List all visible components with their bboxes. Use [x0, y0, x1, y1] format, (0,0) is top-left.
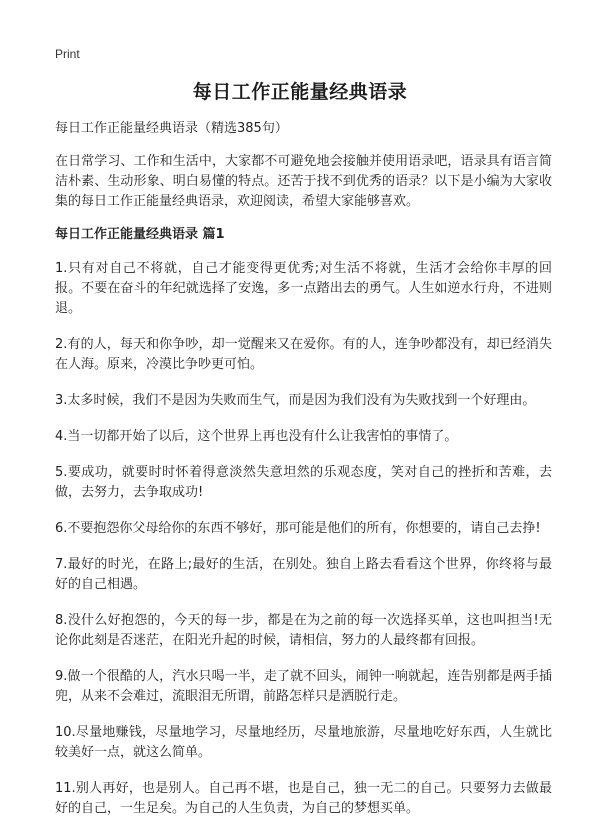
- article-body: [55, 119, 552, 835]
- article-subtitle: 每日工作正能量经典语录（精选385句）: [55, 121, 288, 136]
- quote-item: 1.只有对自己不将就，自己才能变得更优秀;对生活不将就，生活才会给你丰厚的回报。不要在奋斗的年纪就选择了安逸，多一点踏出去的勇气。人生如逆水行舟，不进则退。: [55, 261, 552, 316]
- quote-list: [55, 259, 552, 819]
- quote-item: 8.没什么好抱怨的，今天的每一步，都是在为之前的每一次选择买单，这也叫担当!无论你此刻是否迷茫，在阳光升起的时候，请相信，努力的人最终都有回报。: [55, 613, 552, 648]
- quote-item: 2.有的人，每天和你争吵，却一觉醒来又在爱你。有的人，连争吵都没有，却已经消失在人海。原来，冷漠比争吵更可怕。: [55, 337, 552, 372]
- intro-paragraph: 在日常学习、工作和生活中，大家都不可避免地会接触并使用语录吧，语录具有语言简洁朴素、生动形象、明白易懂的特点。还苦于找不到优秀的语录？以下是小编为大家收集的每日工作正能量经典语录，欢迎阅读，希望大家能够喜欢。: [55, 154, 552, 209]
- quote-item: 6.不要抱怨你父母给你的东西不够好，那可能是他们的所有，你想要的，请自己去挣!: [55, 521, 541, 536]
- print-link[interactable]: Print: [55, 47, 80, 61]
- quote-item: 7.最好的时光，在路上;最好的生活，在别处。独自上路去看看这个世界，你终将与最好的自己相遇。: [55, 557, 552, 592]
- quote-item: 9.做一个很酷的人，汽水只喝一半，走了就不回头，闹钟一响就起，连告别都是两手插兜，从来不会难过，流眼泪无所谓，前路怎样只是洒脱行走。: [55, 669, 552, 704]
- quote-item: 10.尽量地赚钱，尽量地学习，尽量地经历，尽量地旅游，尽量地吃好东西，人生就比较美好一点，就这么简单。: [55, 725, 552, 760]
- section-heading: 每日工作正能量经典语录 篇1: [55, 227, 225, 242]
- quote-item: 11.别人再好，也是别人。自己再不堪，也是自己，独一无二的自己。只要努力去做最好的自己，一生足矣。为自己的人生负责，为自己的梦想买单。: [55, 781, 552, 816]
- quote-item: 3.太多时候，我们不是因为失败而生气，而是因为我们没有为失败找到一个好理由。: [55, 393, 536, 408]
- quote-item: 4.当一切都开始了以后，这个世界上再也没有什么让我害怕的事情了。: [55, 429, 458, 444]
- quote-item: 5.要成功，就要时时怀着得意淡然失意坦然的乐观态度，笑对自己的挫折和苦难，去做，去努力，去争取成功!: [55, 465, 552, 500]
- page-title: 每日工作正能量经典语录: [192, 81, 408, 103]
